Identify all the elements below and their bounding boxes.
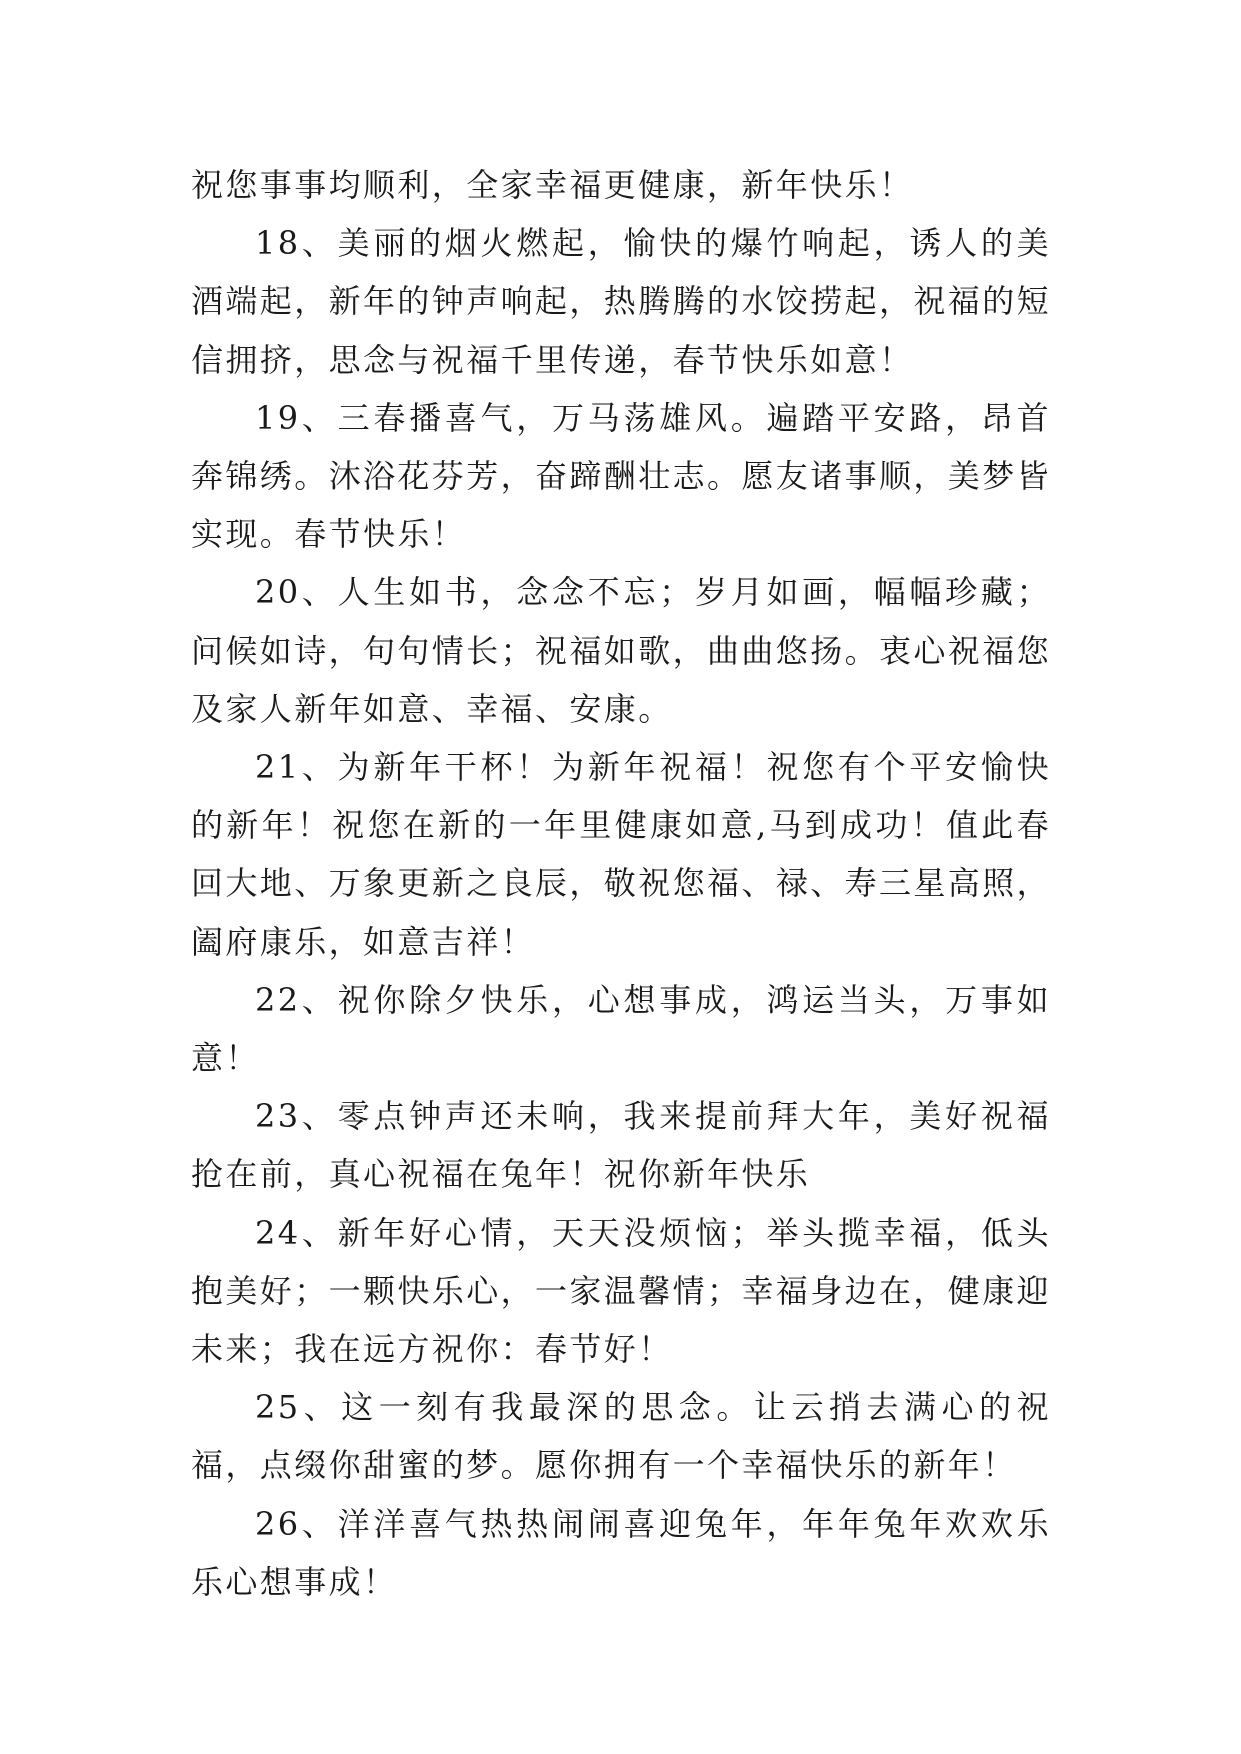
- paragraph-continuation: 祝您事事均顺利，全家幸福更健康，新年快乐！: [191, 166, 914, 204]
- paragraph-24: 24、新年好心情，天天没烦恼；举头揽幸福，低头抱美好；一颗快乐心，一家温馨情；幸福身边在，健康迎未来；我在远方祝你：春节好！: [191, 1213, 1052, 1369]
- paragraph-18: 18、美丽的烟火燃起，愉快的爆竹响起，诱人的美酒端起，新年的钟声响起，热腾腾的水饺捞起，祝福的短信拥挤，思念与祝福千里传递，春节快乐如意！: [191, 224, 1052, 379]
- paragraph-25: 25、这一刻有我最深的思念。让云捎去满心的祝福，点缀你甜蜜的梦。愿你拥有一个幸福快乐的新年！: [191, 1388, 1051, 1485]
- paragraph-23: 23、零点钟声还未响，我来提前拜大年，美好祝福抢在前，真心祝福在兔年！祝你新年快乐: [191, 1097, 1051, 1194]
- paragraph-19: 19、三春播喜气，万马荡雄风。遍踏平安路，昂首奔锦绣。沐浴花芬芳，奋蹄酬壮志。愿友诸事顺，美梦皆实现。春节快乐！: [191, 398, 1052, 554]
- document-body: [191, 156, 1051, 1611]
- paragraph-26: 26、洋洋喜气热热闹闹喜迎兔年，年年兔年欢欢乐乐心想事成！: [191, 1504, 1051, 1601]
- paragraph-20: 20、人生如书，念念不忘；岁月如画，幅幅珍藏；问候如诗，句句情长；祝福如歌，曲曲悠扬。衷心祝福您及家人新年如意、幸福、安康。: [191, 573, 1052, 728]
- paragraph-22: 22、祝你除夕快乐，心想事成，鸿运当头，万事如意！: [191, 980, 1051, 1078]
- paragraph-21: 21、为新年干杯！为新年祝福！祝您有个平安愉快的新年！祝您在新的一年里健康如意,马到成功！值此春回大地、万象更新之良辰，敬祝您福、禄、寿三星高照，阖府康乐，如意吉祥！: [191, 748, 1052, 961]
